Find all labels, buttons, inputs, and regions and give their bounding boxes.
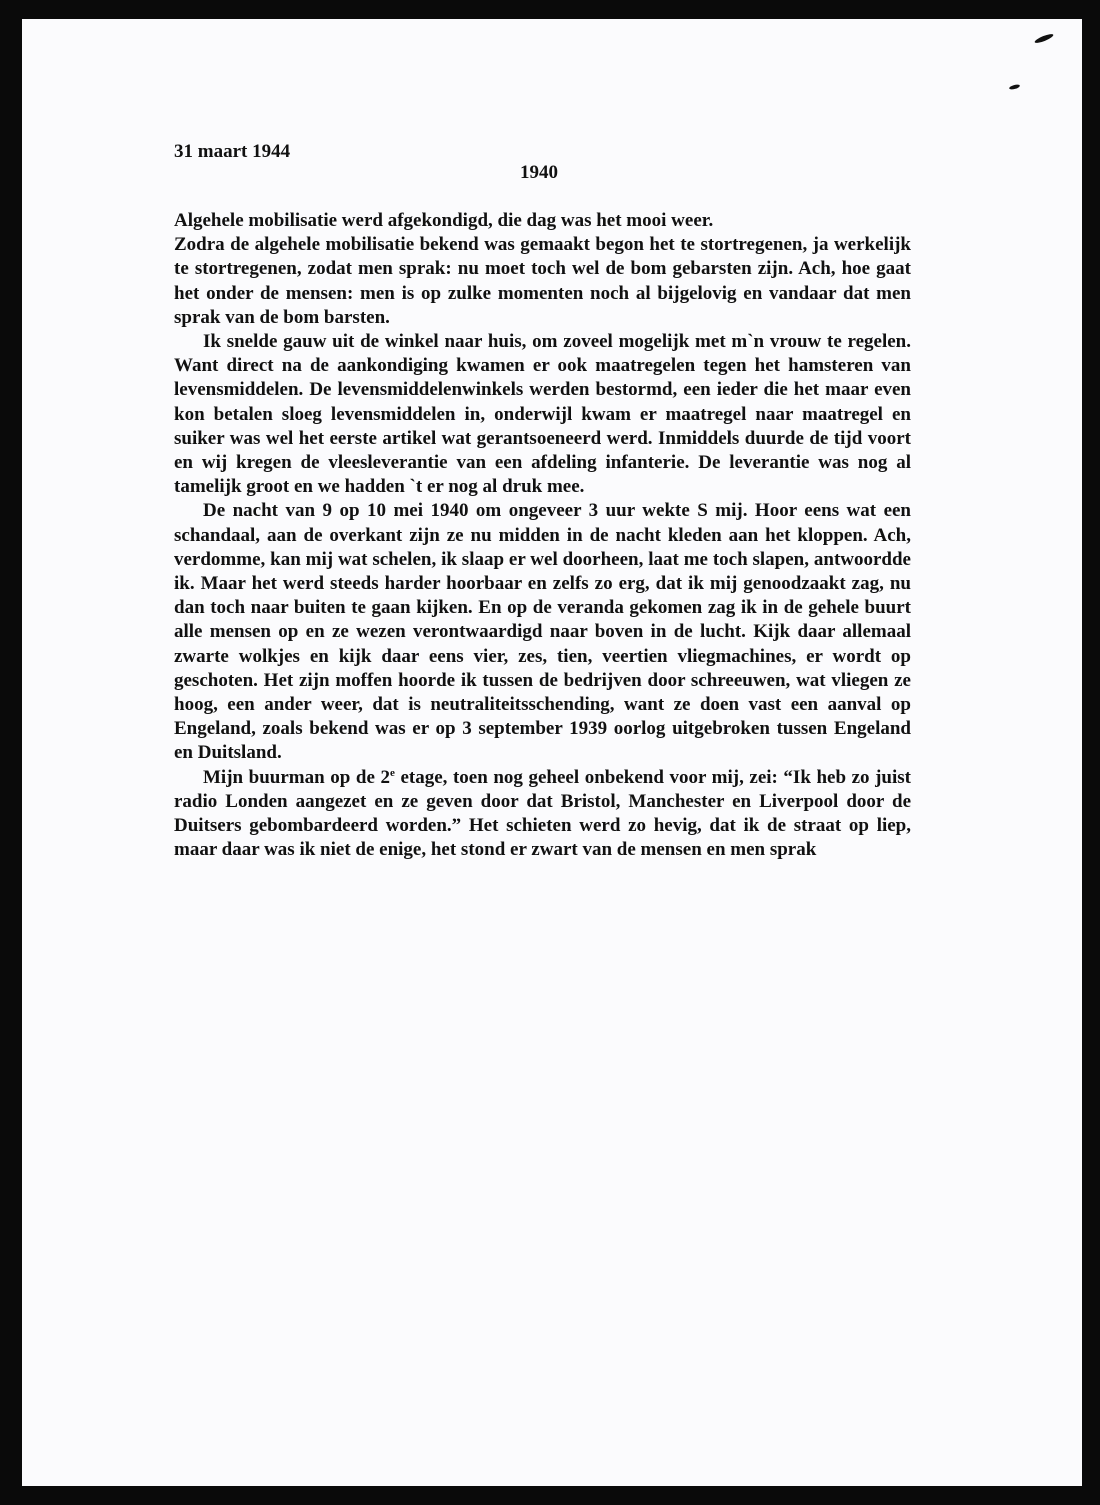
paragraph: Zodra de algehele mobilisatie bekend was gemaakt begon het te stortregenen, ja werkelijk te stortregenen, zodat men sprak: nu moet toch wel de bom gebarsten zijn. Ach, hoe gaat het onder de mensen: men is op zulke momenten noch al bijgelovig en vandaar dat men sprak van de bom barsten.	[174, 234, 911, 328]
ink-mark	[1009, 84, 1021, 91]
paragraph	[174, 766, 911, 863]
document-date: 31 maart 1944	[174, 141, 291, 162]
paragraph: Ik snelde gauw uit de winkel naar huis, om zoveel mogelijk met m`n vrouw te regelen. Want direct na de aankondiging kwamen er ook maatregelen tegen het hamsteren van levensmiddelen. De levensmiddelenwinkels werden bestormd, een ieder die het maar even kon betalen sloeg levensmiddelen in, onderwijl kwam er maatregel naar maatregel en suiker was wel het eerste artikel wat gerantsoeneerd werd. Inmiddels duurde de tijd voort en wij kregen de vleesleverantie van een afdeling infanterie. De leverantie was nog al tamelijk groot en we hadden `t er nog al druk mee.	[174, 331, 911, 498]
superscript: e	[389, 766, 395, 779]
paragraph-start: Mijn buurman op de 2	[203, 766, 390, 788]
paragraph: Algehele mobilisatie werd afgekondigd, die dag was het mooi weer.	[174, 210, 714, 231]
year-heading: 1940	[520, 162, 558, 183]
paragraph-rest: etage, toen nog geheel onbekend voor mij, zei: “Ik heb zo juist radio Londen aangezet en ze geven door dat Bristol, Manchester en Liverpool door de Duitsers gebombardeerd worden.” Het schieten werd zo hevig, dat ik de straat op liep, maar daar was ik niet de enige, het stond er zwart van de mensen en men sprak	[174, 766, 911, 861]
body-text	[174, 209, 911, 862]
paragraph: De nacht van 9 op 10 mei 1940 om ongeveer 3 uur wekte S mij. Hoor eens wat een schandaal, aan de overkant zijn ze nu midden in de nacht kleden aan het kloppen. Ach, verdomme, kan mij wat schelen, ik slaap er wel doorheen, laat me toch slapen, antwoordde ik. Maar het werd steeds harder hoorbaar en zelfs zo erg, dat ik mij genoodzaakt zag, nu dan toch naar buiten te gaan kijken. En op de veranda gekomen zag ik in de gehele buurt alle mensen op en ze wezen verontwaardigd naar boven in de lucht. Kijk daar allemaal zwarte wolkjes en kijk daar eens vier, zes, tien, veertien vliegmachines, er wordt op geschoten. Het zijn moffen hoorde ik tussen de bedrijven door schreeuwen, wat vliegen ze hoog, een ander weer, dat is neutraliteitsschending, want ze doen vast een aanval op Engeland, zoals bekend was er op 3 september 1939 oorlog uitgebroken tussen Engeland en Duitsland.	[174, 500, 911, 764]
ink-mark	[1034, 32, 1054, 44]
document-page	[22, 19, 1082, 1486]
